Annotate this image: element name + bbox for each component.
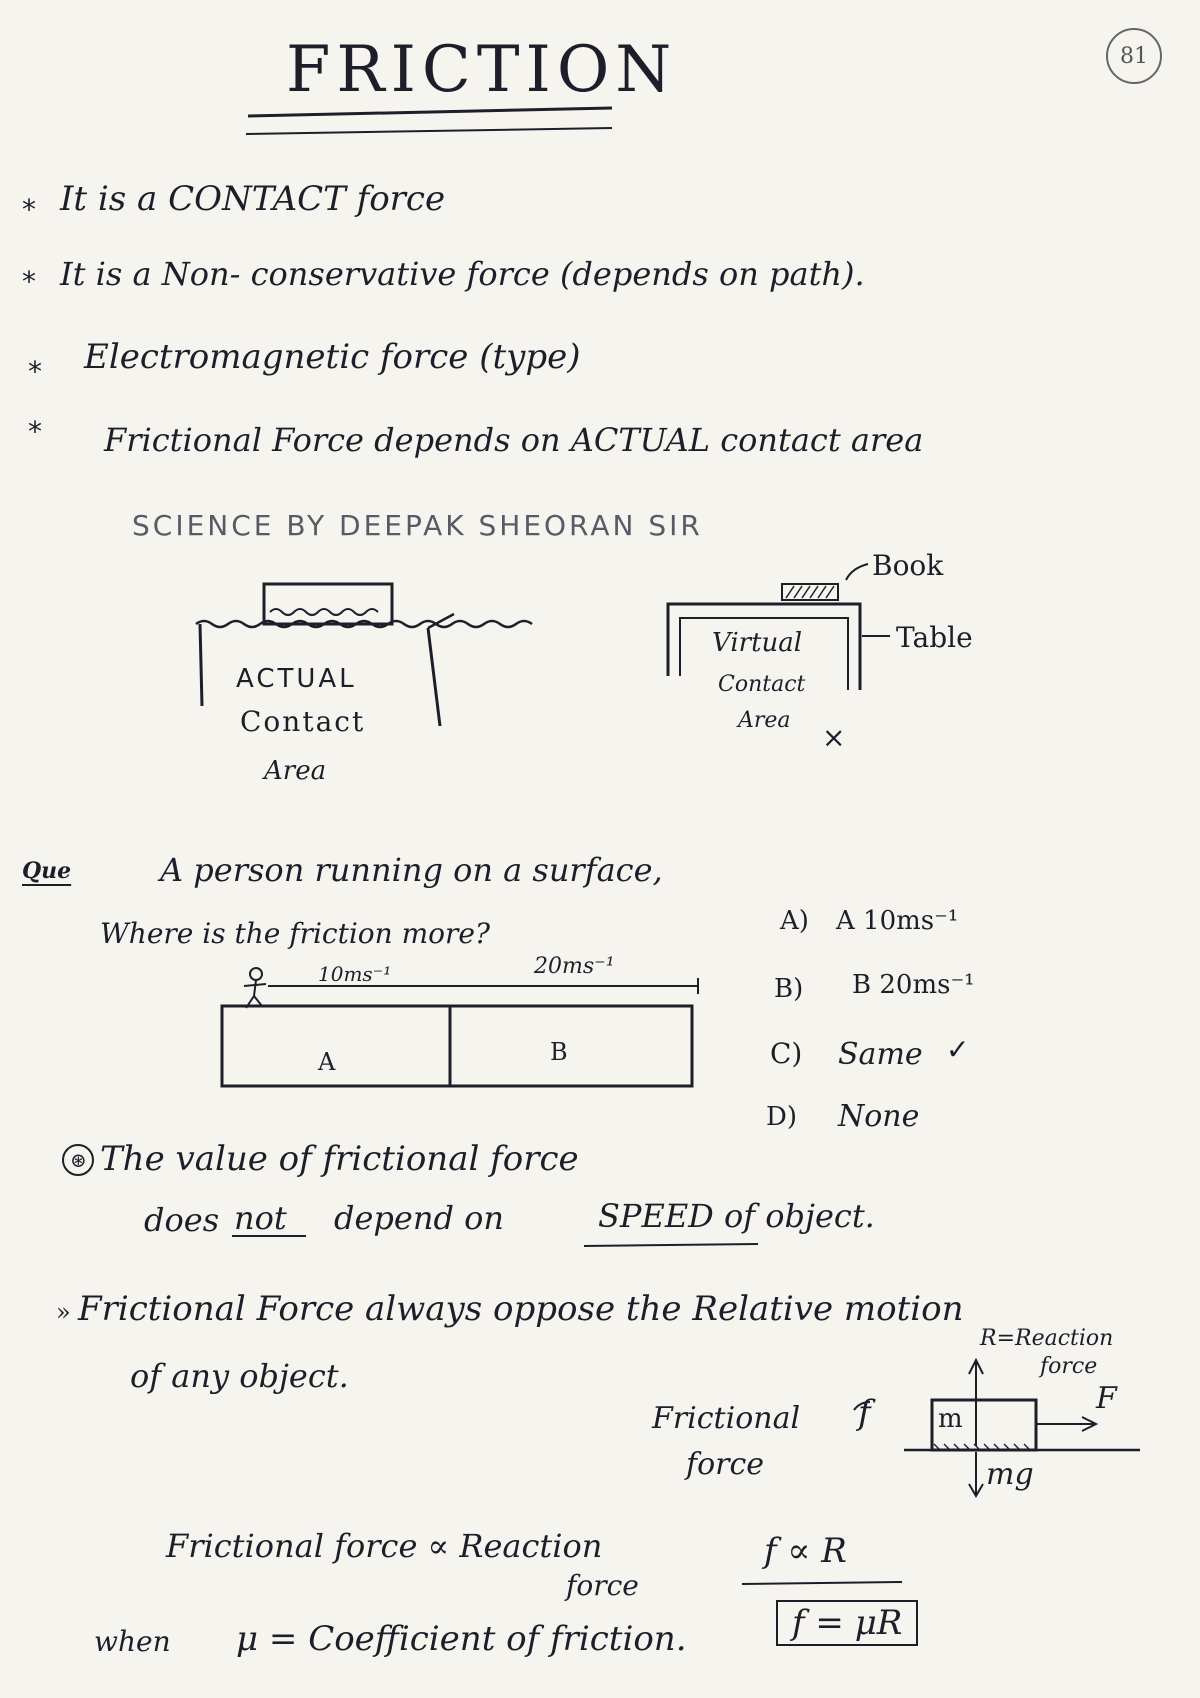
proportionality-symbolic: f ∝ R <box>764 1531 847 1571</box>
contact-label: Contact <box>240 705 366 738</box>
question-line2: Where is the friction more? <box>100 917 490 950</box>
option-a-key: A) <box>780 906 809 936</box>
reaction-label: R=Reaction <box>980 1326 1114 1351</box>
speed-a-label: 10ms⁻¹ <box>318 962 392 986</box>
option-a-text: A 10ms⁻¹ <box>836 906 959 936</box>
mass-label: m <box>938 1404 963 1434</box>
friction-label: Frictional <box>652 1401 801 1436</box>
note-marker-icon: ⊛ <box>70 1148 87 1172</box>
page-number: 81 <box>1106 28 1162 84</box>
proportionality-text-force: force <box>566 1569 639 1602</box>
question-line1: A person running on a surface, <box>160 851 663 889</box>
oppose-line1: Frictional Force always oppose the Relative motion <box>78 1289 964 1329</box>
note-speed: SPEED of object. <box>598 1197 875 1235</box>
friction-label-force: force <box>686 1447 765 1482</box>
point-actual-area: Frictional Force depends on ACTUAL contact area <box>104 421 924 459</box>
actual-label: ACTUAL <box>236 664 357 694</box>
definition-when: when <box>94 1625 171 1658</box>
point-electromagnetic: Electromagnetic force (type) <box>84 337 581 377</box>
watermark-text: SCIENCE BY DEEPAK SHEORAN SIR <box>132 509 703 542</box>
check-mark-icon: ✓ <box>946 1033 970 1066</box>
region-b-label: B <box>550 1038 568 1066</box>
point-non-conservative: It is a Non- conservative force (depends on path). <box>60 255 865 293</box>
speed-b-label: 20ms⁻¹ <box>534 954 615 979</box>
virtual-label: Virtual <box>712 628 803 658</box>
reaction-label-force: force <box>1040 1354 1098 1379</box>
definition-text: μ = Coefficient of friction. <box>236 1619 687 1659</box>
option-d-text: None <box>838 1099 920 1134</box>
note-does: does <box>144 1201 220 1239</box>
note-depend-on: depend on <box>334 1199 504 1237</box>
option-c-text: Same <box>838 1037 923 1072</box>
cross-mark-icon: × <box>822 721 846 754</box>
note-line1: The value of frictional force <box>100 1139 579 1179</box>
point-contact-force: It is a CONTACT force <box>60 179 446 219</box>
surface-diagram <box>222 968 698 1086</box>
virtual-area-label: Area <box>738 708 791 733</box>
book-label: Book <box>872 549 944 582</box>
friction-symbol: f <box>858 1393 871 1433</box>
option-b-text: B 20ms⁻¹ <box>852 970 975 1000</box>
weight-label: mg <box>986 1457 1034 1492</box>
option-c-key: C) <box>770 1037 803 1070</box>
bullet-marker: * <box>28 355 42 388</box>
oppose-line2: of any object. <box>130 1357 349 1395</box>
region-a-label: A <box>318 1048 336 1076</box>
page-title: FRICTION <box>286 33 678 107</box>
formula-box: f = μR <box>776 1600 918 1646</box>
option-d-key: D) <box>766 1102 797 1132</box>
bullet-marker: * <box>28 415 42 448</box>
proportionality-text: Frictional force ∝ Reaction <box>166 1527 603 1565</box>
applied-force-label: F <box>1096 1381 1117 1416</box>
oppose-marker-icon: » <box>56 1298 71 1326</box>
virtual-contact-label: Contact <box>718 672 806 697</box>
bullet-marker: * <box>22 193 36 226</box>
table-label: Table <box>896 621 973 654</box>
question-label: Que <box>22 858 72 884</box>
option-b-key: B) <box>774 974 804 1004</box>
note-not: not <box>234 1199 287 1237</box>
area-label: Area <box>264 756 327 786</box>
bullet-marker: * <box>22 265 36 298</box>
